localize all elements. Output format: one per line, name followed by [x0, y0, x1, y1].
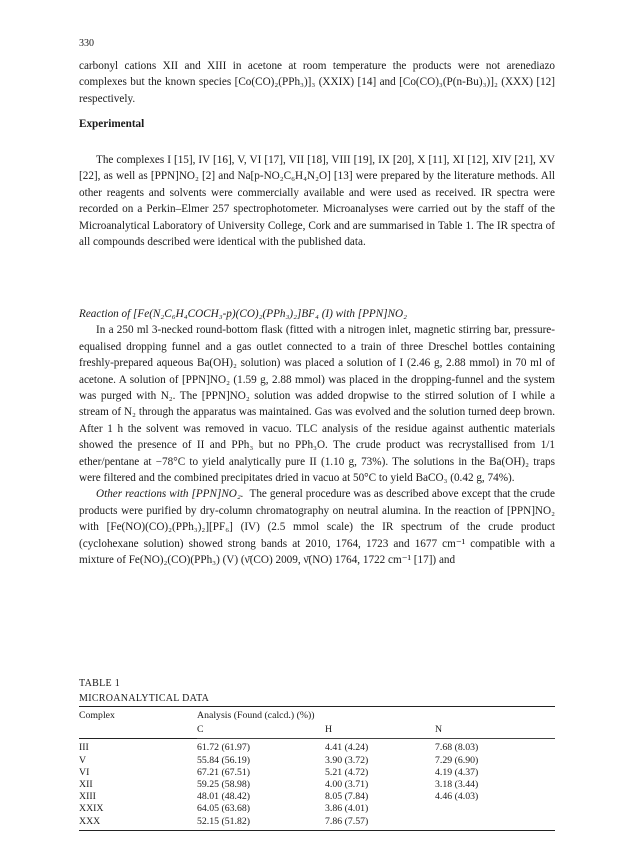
cell-n: [435, 803, 555, 815]
microanalytical-table: [79, 706, 555, 831]
experimental-heading: Experimental: [79, 118, 145, 130]
cell-c: 48.01 (48.42): [197, 791, 251, 803]
cell-n: 4.46 (4.03): [435, 791, 479, 803]
cell-n: 4.19 (4.37): [435, 766, 479, 778]
cell-c: 67.21 (67.51): [197, 766, 251, 778]
cell-complex: XXX: [79, 815, 101, 827]
cell-h: 4.00 (3.71): [325, 779, 369, 791]
table-title: MICROANALYTICAL DATA: [79, 693, 210, 704]
other-reactions-text: The general procedure was as described above except that the crude products were purified by dry-column chromatography on neutral alumina. In the reaction of [PPN]NO₂ with [Fe(NO)(CO)₂(PPh₃)₂][PF₆] (IV) (2.5 mmol scale) the IR spectrum of the crude product (cyclohexane solution) showed strong bands at 2010, 1764, 1723 and 1677 cm⁻¹ compatible with a mixture of Fe(NO)₂(CO)(PPh₃) (V) (ν̄(CO) 2009, ν̄(NO) 1764, 1722 cm⁻¹ [17]) and: [79, 488, 555, 567]
intro-block: [79, 58, 555, 107]
cell-complex: XIII: [79, 791, 96, 803]
cell-n: [435, 816, 555, 831]
cell-c: 52.15 (51.82): [197, 815, 251, 827]
cell-complex: VI: [79, 766, 90, 778]
cell-c: 55.84 (56.19): [197, 754, 251, 766]
table-row: [79, 803, 555, 815]
cell-c: 61.72 (61.97): [197, 742, 251, 754]
table-row: [79, 779, 555, 791]
table-1: [79, 676, 555, 831]
table-header-row: [79, 707, 555, 723]
cell-h: 5.21 (4.72): [325, 766, 369, 778]
other-reactions-runin: Other reactions with [PPN]NO₂.: [96, 488, 244, 501]
cell-n: 7.68 (8.03): [435, 742, 479, 754]
page-number: 330: [79, 38, 94, 49]
cell-h: 3.90 (3.72): [325, 754, 369, 766]
cell-c: 59.25 (58.98): [197, 779, 251, 791]
cell-h: 4.41 (4.24): [325, 742, 369, 754]
experimental-body: [79, 152, 555, 250]
reaction-heading: Reaction of [Fe(N₂C₆H₄COCH₃-p)(CO)₂(PPh₃)₂]BF₄ (I) with [PPN]NO₂: [79, 308, 408, 320]
table-label: TABLE 1: [79, 678, 121, 689]
reaction-paragraph: In a 250 ml 3-necked round-bottom flask (fitted with a nitrogen inlet, magnetic stirring bar, pressure-equalised dropping funnel and a gas outlet connected to a train of three Dreschel bottles containing freshly-prepared aqueous Ba(OH)₂ solution) was placed a solution of I (2.46 g, 2.88 mmol) in 70 ml of acetone. A solution of [PPN]NO₂ (1.59 g, 2.88 mmol) was placed in the dropping-funnel and the system was purged with N₂. The [PPN]NO₂ solution was added dropwise to the stirred solution of I while a stream of N₂ through the apparatus was maintained. Gas was evolved and the solution turned deep brown. After 1 h the solvent was removed in vacuo. TLC analysis of the residue against authentic materials showed the presence of II and PPh₃ but no PPh₃O. The crude product was recrystallised from 1/1 ether/pentane at −78°C to yield analytically pure II (1.10 g, 73%). The solutions in the Ba(OH)₂ traps were filtered and the combined precipitates dried in vacuo at 50°C to yield BaCO₃ (0.42 g, 74%).: [79, 324, 555, 485]
cell-complex: XXIX: [79, 803, 104, 815]
other-reactions-paragraph: [79, 486, 555, 568]
table-subheader-row: [79, 722, 555, 739]
table-row: [79, 816, 555, 831]
header-complex: Complex: [79, 710, 115, 721]
cell-complex: XII: [79, 779, 93, 791]
table-row: [79, 767, 555, 779]
cell-complex: V: [79, 754, 87, 766]
header-h: H: [325, 722, 435, 739]
cell-h: 7.86 (7.57): [325, 815, 369, 827]
table-row: [79, 739, 555, 755]
table-row: [79, 755, 555, 767]
cell-h: 8.05 (7.84): [325, 791, 369, 803]
table-row: [79, 791, 555, 803]
header-n: N: [435, 722, 555, 739]
table-body: [79, 739, 555, 830]
header-analysis: Analysis (Found (calcd.) (%)): [197, 710, 315, 721]
cell-n: 3.18 (3.44): [435, 779, 479, 791]
experimental-section: [79, 116, 555, 132]
cell-n: 7.29 (6.90): [435, 754, 479, 766]
intro-paragraph: carbonyl cations XII and XIII in acetone at room temperature the products were not arenediazo complexes but the known species [Co(CO)₂(PPh₃)]₃ (XXIX) [14] and [Co(CO)₃(P(n-Bu)₃)]₂ (XXX) [12] respectively.: [79, 60, 555, 105]
header-c: C: [197, 722, 325, 739]
reaction-section: [79, 306, 555, 569]
experimental-paragraph: The complexes I [15], IV [16], V, VI [17], VII [18], VIII [19], IX [20], X [11], XI [12], XIV [21], XV [22], as well as [PPN]NO₂ [2] and Na[p-NO₂C₆H₄N₂O] [13] were prepared by the literature methods. All other reagents and solvents were commercially available and were used as received. IR spectra were recorded on a Perkin–Elmer 257 spectrophotometer. Microanalyses were carried out by the staff of the Microanalytical Laboratory of University College, Cork and are summarised in Table 1. The IR spectra of all compounds described were identical with the published data.: [79, 154, 555, 249]
cell-c: 64.05 (63.68): [197, 803, 251, 815]
cell-complex: III: [79, 742, 89, 754]
cell-h: 3.86 (4.01): [325, 803, 369, 815]
